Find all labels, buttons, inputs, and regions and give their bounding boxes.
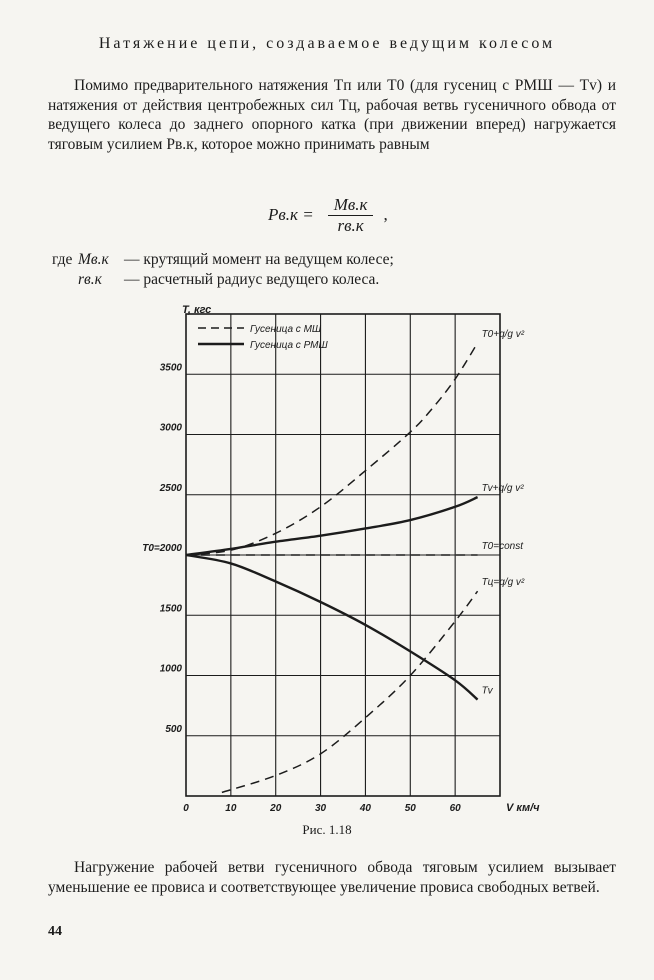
x-tick-label: 30 (315, 803, 327, 814)
y-tick-labels (142, 362, 182, 735)
series-label: Tv (481, 685, 493, 697)
series-label: Tц=q/g v² (481, 577, 525, 589)
x-tick-label: 20 (270, 803, 282, 814)
outro-paragraph (48, 858, 616, 897)
y-tick-label: 500 (165, 723, 182, 735)
series-labels (482, 329, 525, 697)
x-axis-label: V км/ч (506, 802, 540, 814)
series-line (186, 555, 478, 700)
definition-text: — расчетный радиус ведущего колеса. (124, 271, 380, 288)
series-line (186, 497, 478, 555)
intro-paragraph (48, 76, 616, 154)
page-number: 44 (48, 924, 62, 939)
figure-caption: Рис. 1.18 (302, 822, 352, 837)
chart-legend (198, 324, 328, 351)
x-tick-label: 0 (183, 803, 189, 814)
series-label: T0=const (481, 541, 523, 552)
formula-numerator: Mв.к (328, 195, 374, 216)
formula-fraction (328, 195, 374, 236)
y-tick-label: T0=2000 (142, 543, 182, 554)
tension-chart (128, 300, 540, 820)
definition-row (52, 270, 394, 290)
x-tick-label: 10 (225, 803, 237, 814)
series-label: T0+q/g v² (481, 328, 525, 340)
x-tick-label: 60 (449, 803, 461, 814)
symbol-definitions (52, 250, 394, 290)
legend-entry: Гусеница с РМШ (250, 340, 328, 351)
definition-symbol: Mв.к (78, 251, 109, 268)
section-title: Натяжение цепи, создаваемое ведущим колесом (98, 35, 556, 52)
y-tick-label: 1500 (159, 603, 182, 615)
definition-prefix: где (52, 251, 73, 268)
intro-text: Помимо предварительного натяжения Tп или T0 (для гусениц с РМШ — Tv) и натяжения от действия центробежных сил Tц, рабочая ветвь гусеничного обвода от ведущего колеса до заднего опорного катка (при движении вперед) нагружается тяговым усилием Pв.к, которое можно принимать равным (48, 77, 616, 153)
x-tick-labels (183, 803, 461, 814)
y-axis-label: T, кгс (182, 304, 212, 316)
chart-series (186, 343, 478, 792)
definition-symbol: rв.к (78, 271, 102, 288)
x-tick-label: 40 (359, 803, 371, 814)
outro-text: Нагружение рабочей ветви гусеничного обвода тяговым усилием вызывает уменьшение ее провиса и соответствующее увеличение провиса свободных ветвей. (48, 859, 616, 896)
definition-row (52, 250, 394, 270)
traction-force-formula (268, 192, 388, 238)
y-tick-label: 3500 (159, 362, 182, 374)
series-label: Tv+q/g v² (481, 483, 524, 495)
y-tick-label: 2500 (159, 482, 182, 494)
formula-denominator: rв.к (337, 215, 364, 235)
x-tick-label: 50 (404, 803, 416, 814)
definition-text: — крутящий момент на ведущем колесе; (124, 251, 394, 268)
formula-lhs: Pв.к = (268, 205, 314, 224)
legend-entry: Гусеница с МШ (250, 324, 322, 335)
definition-prefix (52, 270, 78, 290)
y-tick-label: 3000 (159, 422, 182, 434)
y-tick-label: 1000 (159, 663, 182, 675)
series-line (222, 591, 478, 792)
formula-suffix: , (383, 205, 388, 224)
